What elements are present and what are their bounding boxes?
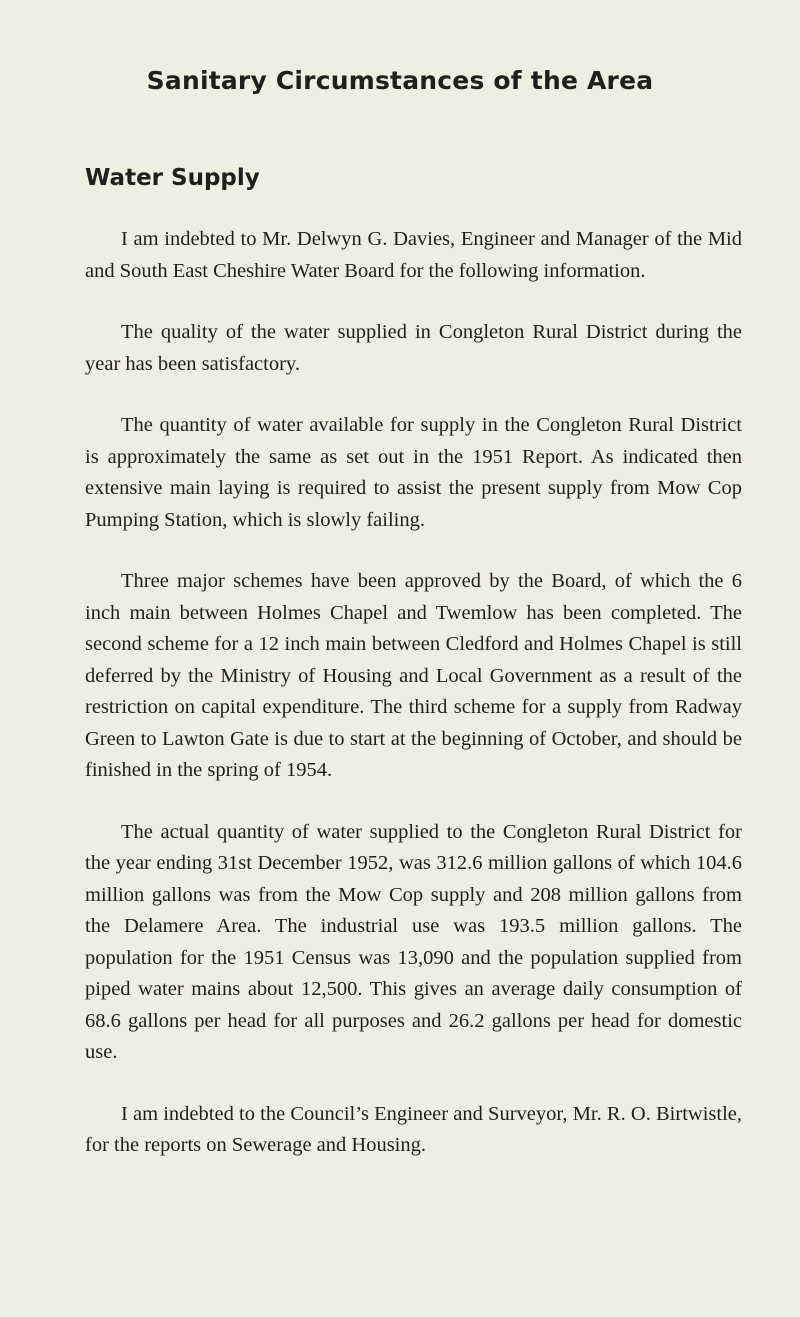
paragraph-acknowledgement: I am indebted to Mr. Delwyn G. Davies, Engineer and Manager of the Mid and South East Cheshire Water Board for the following information. [85,228,742,282]
paragraph-surveyor-acknowledgement: I am indebted to the Council’s Engineer and Surveyor, Mr. R. O. Birtwistle, for the reports on Sewerage and Housing. [85,1102,742,1156]
paragraph-schemes: Three major schemes have been approved by the Board, of which the 6 inch main between Holmes Chapel and Twemlow has been completed. The second scheme for a 12 inch main between Cledford and Holmes Chapel is still deferred by the Ministry of Housing and Local Government as a result of the restriction on capital expenditure. The third scheme for a supply from Radway Green to Lawton Gate is due to start at the beginning of October, and should be finished in the spring of 1954. [85,570,742,781]
section-heading: Water Supply [85,165,260,191]
paragraph-water-quantity: The quantity of water available for supply in the Congleton Rural District is approximately the same as set out in the 1951 Report. As indicated then extensive main laying is required to assist the present supply from Mow Cop Pumping Station, which is slowly failing. [85,414,742,531]
body-text [85,224,742,1192]
paragraph-consumption: The actual quantity of water supplied to the Congleton Rural District for the year ending 31st December 1952, was 312.6 million gallons of which 104.6 million gallons was from the Mow Cop supply and 208 million gallons from the Delamere Area. The industrial use was 193.5 million gallons. The population for the 1951 Census was 13,090 and the population supplied from piped water mains about 12,500. This gives an average daily consumption of 68.6 gallons per head for all purposes and 26.2 gallons per head for domestic use. [85,820,742,1063]
paragraph-water-quality: The quality of the water supplied in Congleton Rural District during the year has been satisfactory. [85,321,742,375]
page-title: Sanitary Circumstances of the Area [146,66,654,95]
